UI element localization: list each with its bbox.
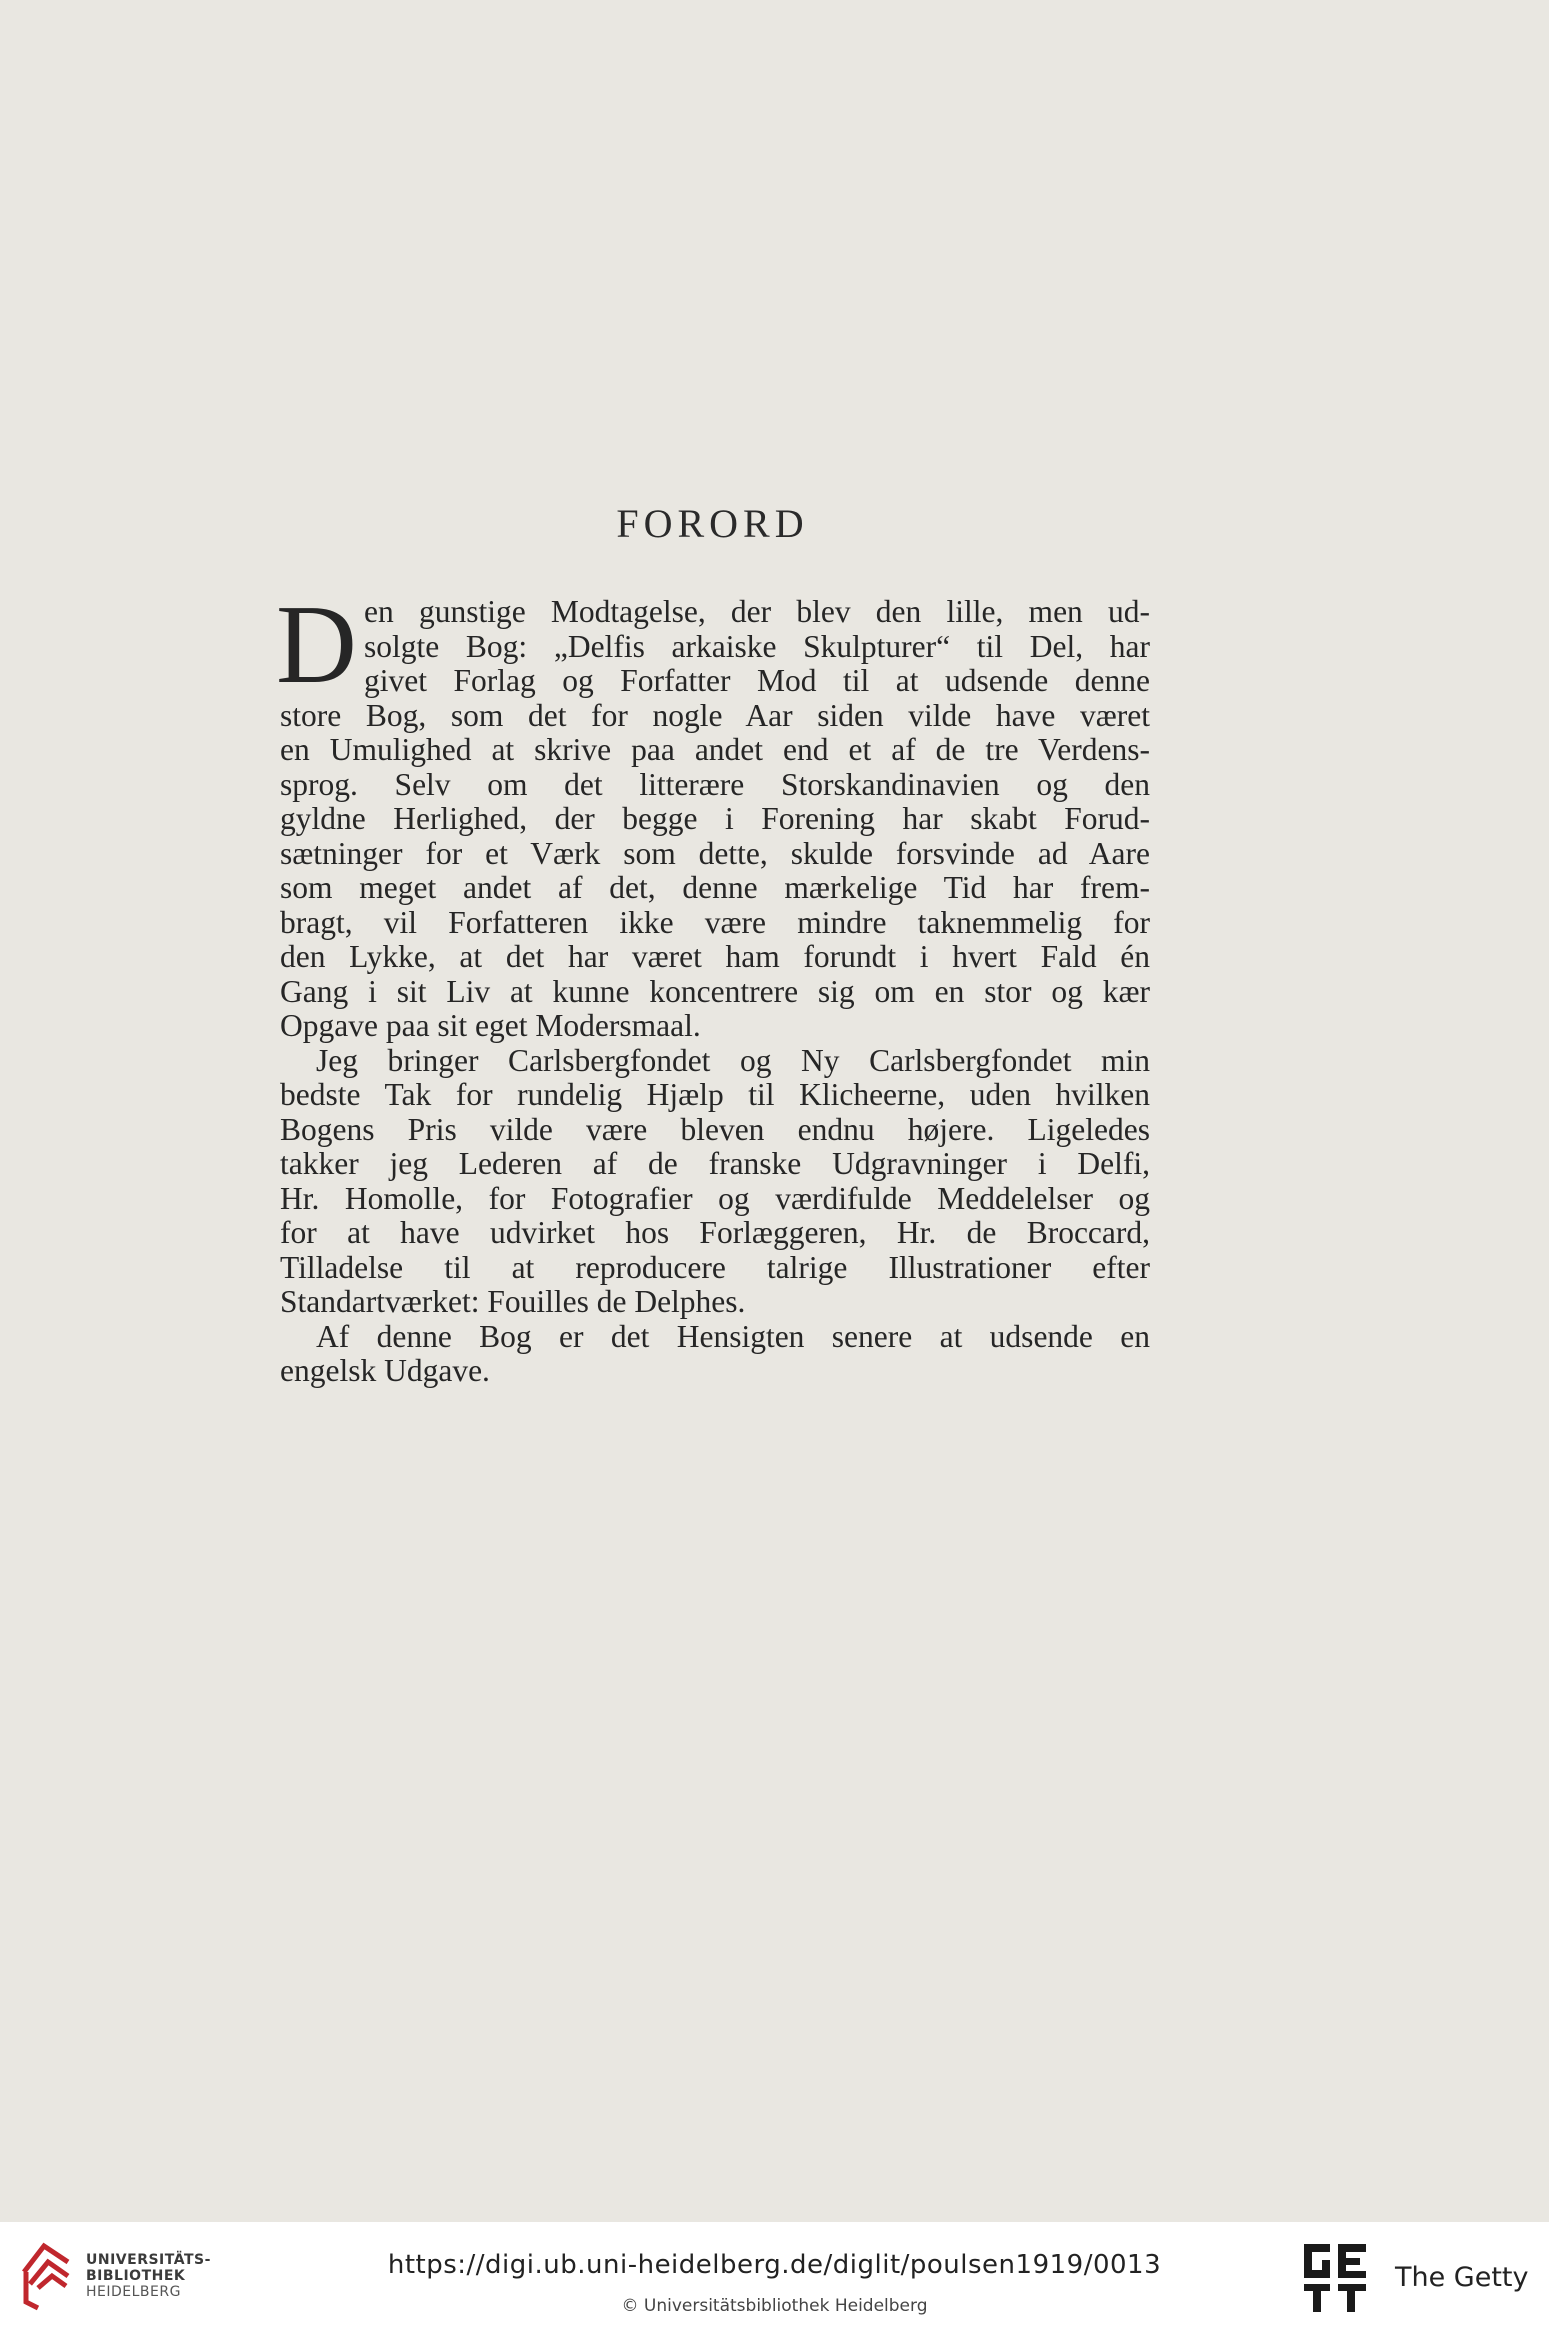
- text-line: Hr. Homolle, for Fotografier og værdifulde Meddelelser og: [280, 1180, 1150, 1216]
- text-line: sprog. Selv om det litterære Storskandinavien og den: [280, 766, 1150, 802]
- text-line: gyldne Herlighed, der begge i Forening har skabt Forud-: [280, 801, 1150, 836]
- text-line: for at have udvirket hos Forlæggeren, Hr. de Broccard,: [280, 1215, 1150, 1250]
- getty-logo-icon[interactable]: [1300, 2240, 1370, 2315]
- text-line: bragt, vil Forfatteren ikke være mindre taknemmelig for: [280, 904, 1150, 940]
- text-line: en Umulighed at skrive paa andet end et af de tre Verdens-: [280, 732, 1150, 767]
- copyright-notice: © Universitätsbibliothek Heidelberg: [621, 2296, 928, 2316]
- text-line: som meget andet af det, denne mærkelige Tid har frem-: [280, 870, 1150, 905]
- text-line: Af denne Bog er det Hensigten senere at udsende en: [316, 1318, 1150, 1354]
- library-name-line: UNIVERSITÄTS-: [86, 2252, 211, 2268]
- text-line: engelsk Udgave.: [280, 1353, 490, 1388]
- text-line: Gang i sit Liv at kunne koncentrere sig om en stor og kær: [280, 973, 1150, 1009]
- text-line: Jeg bringer Carlsbergfondet og Ny Carlsbergfondet min: [316, 1042, 1150, 1078]
- text-line: bedste Tak for rundelig Hjælp til Klicheerne, uden hvilken: [280, 1077, 1150, 1112]
- footer-bar: [0, 2222, 1549, 2333]
- permalink-url[interactable]: https://digi.ub.uni-heidelberg.de/diglit/poulsen1919/0013: [387, 2250, 1162, 2280]
- drop-cap: D: [276, 583, 357, 707]
- text-line: Opgave paa sit eget Modersmaal.: [280, 1008, 701, 1043]
- text-line: Standartværket: Fouilles de Delphes.: [280, 1284, 746, 1319]
- text-line: solgte Bog: „Delfis arkaiske Skulpturer“ til Del, har: [364, 628, 1150, 664]
- text-line: Tilladelse til at reproducere talrige Illustrationer efter: [280, 1249, 1150, 1285]
- body-text: [276, 583, 1150, 1389]
- text-line: givet Forlag og Forfatter Mod til at udsende denne: [364, 663, 1150, 698]
- library-name-line: HEIDELBERG: [86, 2284, 181, 2300]
- text-line: sætninger for et Værk som dette, skulde forsvinde ad Aare: [280, 835, 1150, 871]
- page-title: FORORD: [616, 501, 809, 546]
- text-line: den Lykke, at det har været ham forundt i hvert Fald én: [280, 939, 1150, 974]
- getty-name: The Getty: [1395, 2262, 1529, 2293]
- text-line: store Bog, som det for nogle Aar siden vilde have været: [280, 697, 1150, 733]
- text-line: en gunstige Modtagelse, der blev den lille, men ud-: [364, 594, 1150, 629]
- text-line: takker jeg Lederen af de franske Udgravninger i Delfi,: [280, 1146, 1150, 1181]
- library-name-line: BIBLIOTHEK: [86, 2268, 186, 2284]
- text-line: Bogens Pris vilde være bleven endnu højere. Ligeledes: [280, 1111, 1150, 1147]
